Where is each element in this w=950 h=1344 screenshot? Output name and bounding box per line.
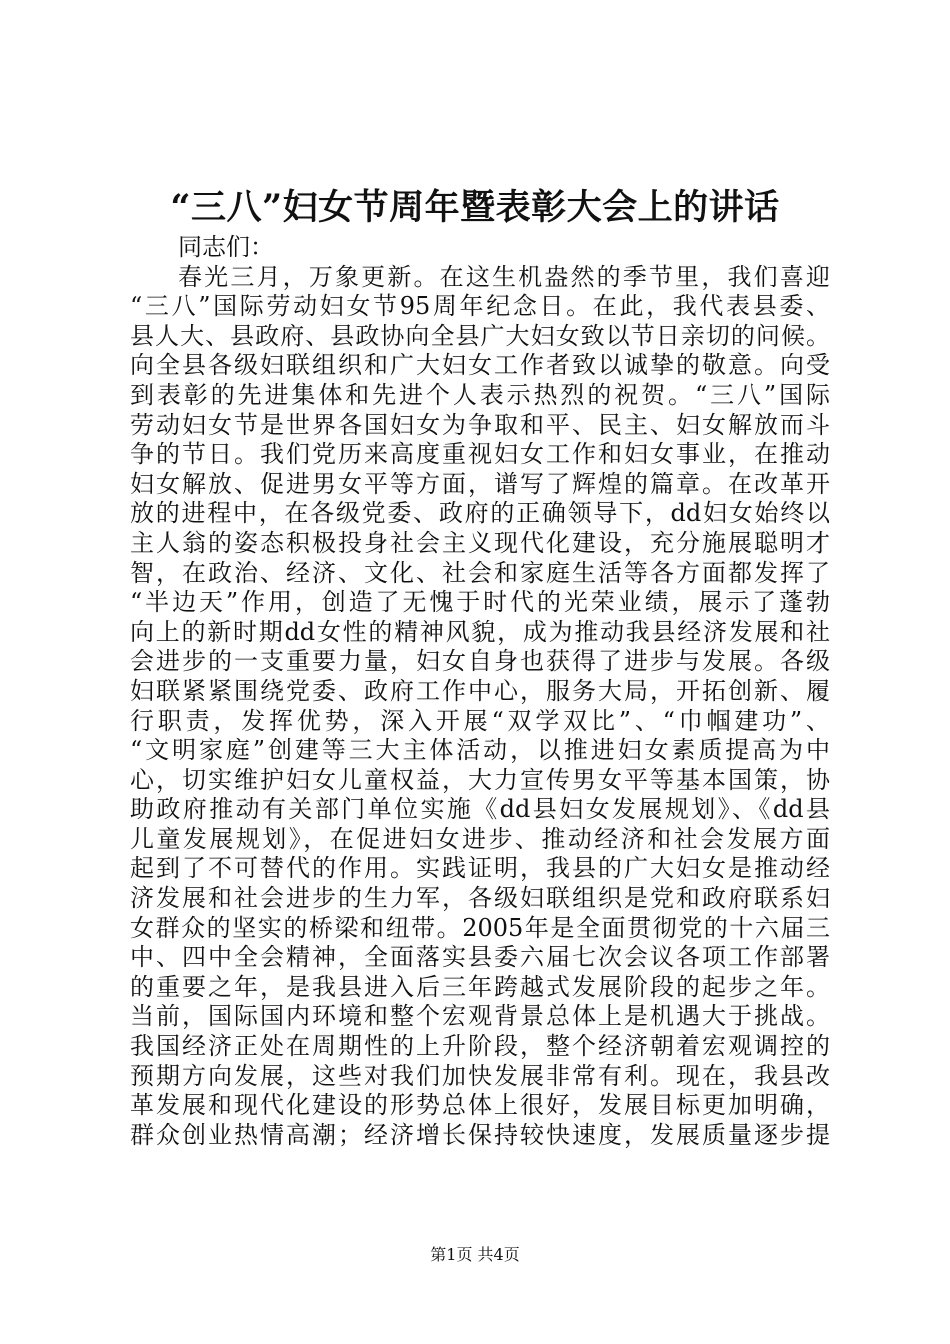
- body-line: 行职责，发挥优势，深入开展“双学双比”、“巾帼建功”、: [130, 706, 830, 735]
- body-line: 向全县各级妇联组织和广大妇女工作者致以诚挚的敬意。向受: [130, 351, 830, 380]
- body-line: 会进步的一支重要力量，妇女自身也获得了进步与发展。各级: [130, 647, 830, 676]
- body-line: 助政府推动有关部门单位实施《dd县妇女发展规划》、《dd县: [130, 795, 830, 824]
- body-line: 放的进程中，在各级党委、政府的正确领导下，dd妇女始终以: [130, 499, 830, 528]
- body-line: 妇联紧紧围绕党委、政府工作中心，服务大局，开拓创新、履: [130, 676, 830, 705]
- body-line: “半边天”作用，创造了无愧于时代的光荣业绩，展示了蓬勃: [130, 588, 830, 617]
- body-line: 的重要之年，是我县进入后三年跨越式发展阶段的起步之年。: [130, 972, 830, 1001]
- body-line: 向上的新时期dd女性的精神风貌，成为推动我县经济发展和社: [130, 617, 830, 646]
- body-line: 起到了不可替代的作用。实践证明，我县的广大妇女是推动经: [130, 854, 830, 883]
- body-line: 革发展和现代化建设的形势总体上很好，发展目标更加明确，: [130, 1091, 830, 1120]
- body-line: 争的节日。我们党历来高度重视妇女工作和妇女事业，在推动: [130, 440, 830, 469]
- body-line: 济发展和社会进步的生力军，各级妇联组织是党和政府联系妇: [130, 884, 830, 913]
- body-line: 主人翁的姿态积极投身社会主义现代化建设，充分施展聪明才: [130, 528, 830, 557]
- page-footer: 第1页 共4页: [430, 1245, 520, 1264]
- body-line: 劳动妇女节是世界各国妇女为争取和平、民主、妇女解放而斗: [130, 410, 830, 439]
- body-line: 群众创业热情高潮；经济增长保持较快速度，发展质量逐步提: [130, 1120, 830, 1149]
- body-line: 预期方向发展，这些对我们加快发展非常有利。现在，我县改: [130, 1061, 830, 1090]
- document-title: “三八”妇女节周年暨表彰大会上的讲话: [170, 187, 780, 228]
- body-line: 到表彰的先进集体和先进个人表示热烈的祝贺。“三八”国际: [130, 380, 830, 409]
- body-line: 心，切实维护妇女儿童权益，大力宣传男女平等基本国策，协: [130, 765, 830, 794]
- salutation: 同志们：: [178, 233, 274, 261]
- body-line: 女群众的坚实的桥梁和纽带。2005年是全面贯彻党的十六届三: [130, 913, 830, 942]
- body-line: “文明家庭”创建等三大主体活动，以推进妇女素质提高为中: [130, 736, 830, 765]
- body-line: 智，在政治、经济、文化、社会和家庭生活等各方面都发挥了: [130, 558, 830, 587]
- body-line: 中、四中全会精神，全面落实县委六届七次会议各项工作部署: [130, 943, 830, 972]
- body-line: “三八”国际劳动妇女节95周年纪念日。在此，我代表县委、: [130, 292, 830, 321]
- body-line: 春光三月，万象更新。在这生机盎然的季节里，我们喜迎: [178, 262, 830, 291]
- body-line: 我国经济正处在周期性的上升阶段，整个经济朝着宏观调控的: [130, 1032, 830, 1061]
- body-line: 儿童发展规划》，在促进妇女进步、推动经济和社会发展方面: [130, 824, 830, 853]
- body-line: 妇女解放、促进男女平等方面，谱写了辉煌的篇章。在改革开: [130, 469, 830, 498]
- body-line: 当前，国际国内环境和整个宏观背景总体上是机遇大于挑战。: [130, 1002, 830, 1031]
- document-body: [130, 233, 830, 1150]
- body-line: 县人大、县政府、县政协向全县广大妇女致以节日亲切的问候。: [130, 321, 830, 350]
